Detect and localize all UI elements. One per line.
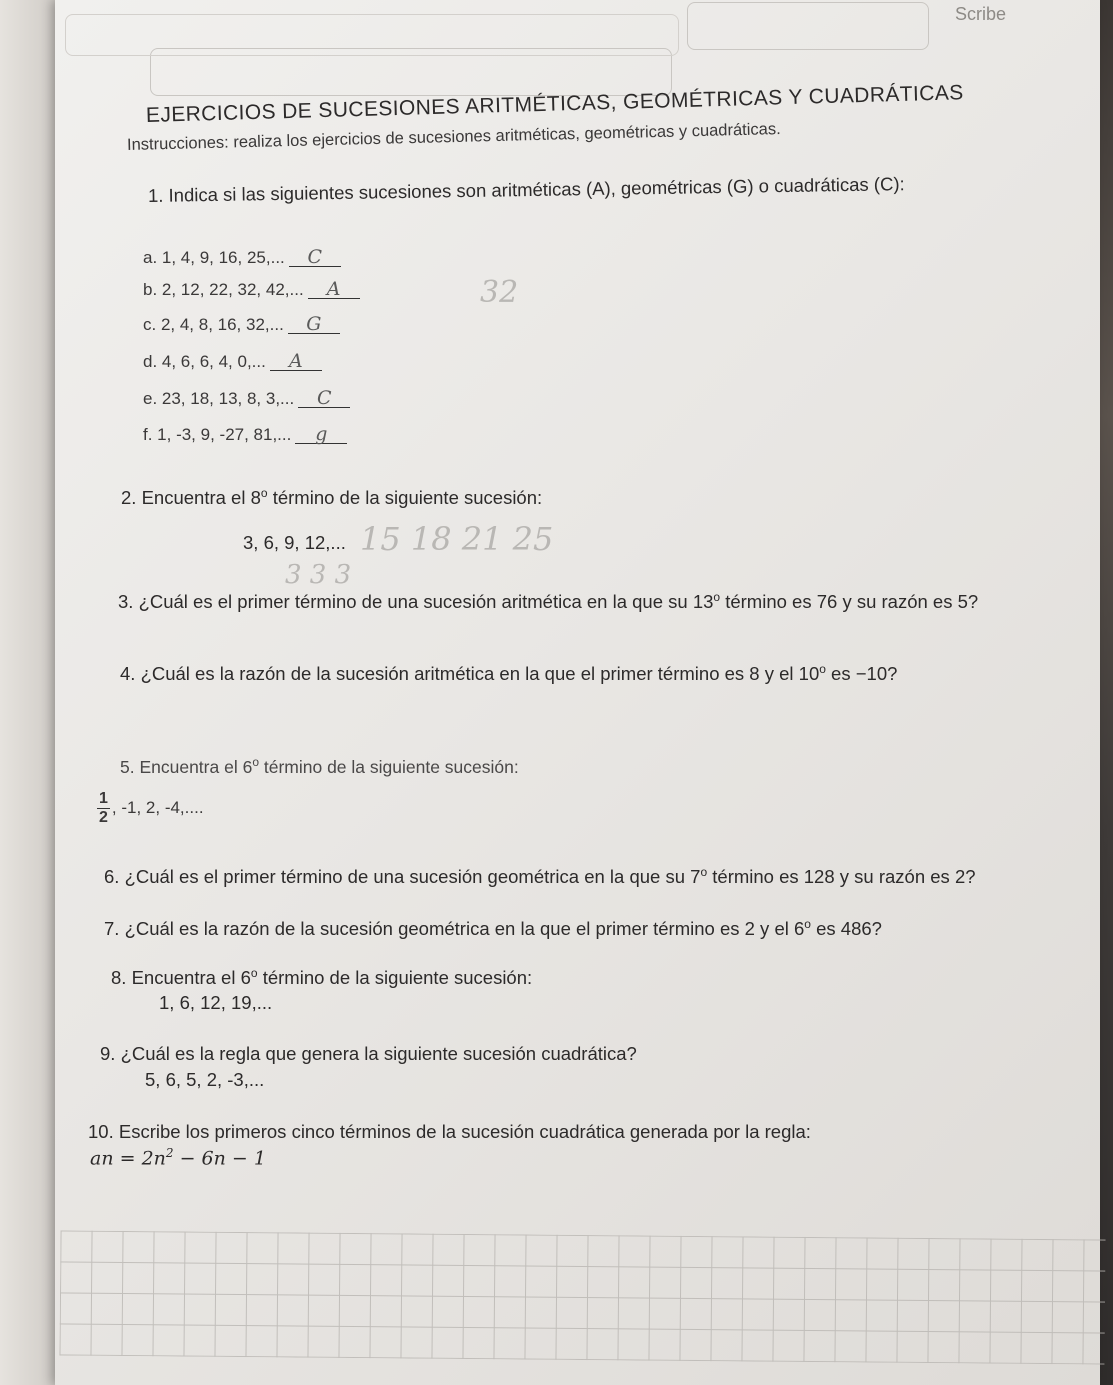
question-9: 9. ¿Cuál es la regla que genera la siguiente sucesión cuadrática?: [100, 1043, 637, 1064]
q1-item-b: [143, 280, 360, 300]
q8-ordinal: 6: [240, 967, 251, 989]
q8-text: 8. Encuentra el: [111, 967, 241, 989]
degree-mark: o: [700, 865, 708, 879]
q3-text: término es 76 y su razón es 5?: [720, 591, 979, 613]
q1-item-c: [143, 315, 340, 335]
q5-ordinal: 6: [242, 756, 253, 777]
item-label: d. 4, 6, 6, 4, 0,...: [143, 352, 266, 371]
q4-ordinal: 10: [798, 663, 820, 685]
corner-text: Scribe: [955, 4, 1007, 24]
degree-mark: o: [252, 755, 259, 769]
q6-text: 6. ¿Cuál es el primer término de una sucesión geométrica en la que su: [104, 866, 691, 888]
answer-grid[interactable]: [59, 1230, 1105, 1364]
question-3: [118, 590, 978, 613]
answer-blank[interactable]: A: [308, 280, 360, 299]
question-10: 10. Escribe los primeros cinco términos de la sucesión cuadrática generada por la regla:: [88, 1121, 811, 1142]
q10-rule: [90, 1146, 266, 1169]
q2-text: término de la siguiente sucesión:: [267, 487, 543, 509]
q4-text: 4. ¿Cuál es la razón de la sucesión aritmética en la que el primer término es 8 y el: [120, 663, 799, 685]
question-1: 1. Indica si las siguientes sucesiones son aritméticas (A), geométricas (G) o cuadráticas (C):: [147, 173, 905, 206]
q7-text: es 486?: [810, 918, 882, 940]
pencil-scribble: 3 3 3: [285, 560, 352, 590]
q7-text: 7. ¿Cuál es la razón de la sucesión geométrica en la que el primer término es 2 y el: [104, 918, 794, 940]
q3-text: 3. ¿Cuál es el primer término de una sucesión aritmética en la que su: [118, 591, 693, 613]
degree-mark: o: [819, 662, 826, 676]
q6-ordinal: 7: [690, 866, 701, 888]
pencil-scribble: 32: [480, 275, 519, 310]
q5-text: término de la siguiente sucesión:: [259, 756, 519, 777]
item-label: a. 1, 4, 9, 16, 25,...: [143, 248, 285, 267]
item-label: f. 1, -3, 9, -27, 81,...: [143, 425, 292, 444]
page-title: EJERCICIOS DE SUCESIONES ARITMÉTICAS, GEOMÉTRICAS Y CUADRÁTICAS: [145, 81, 964, 127]
q2-sequence: 3, 6, 9, 12,...: [243, 532, 346, 553]
rule-right: − 6n − 1: [173, 1147, 266, 1170]
q3-ordinal: 13: [692, 591, 714, 613]
degree-mark: o: [804, 917, 811, 931]
instructions: Instrucciones: realiza los ejercicios de sucesiones aritméticas, geométricas y cuadráticas.: [126, 120, 781, 154]
q9-sequence: 5, 6, 5, 2, -3,...: [145, 1069, 265, 1090]
question-8: [111, 966, 532, 989]
question-6: [104, 865, 976, 888]
q8-sequence: 1, 6, 12, 19,...: [159, 992, 273, 1013]
header-field-box: [65, 14, 679, 56]
degree-mark: o: [260, 486, 268, 500]
answer-blank[interactable]: g: [295, 425, 347, 444]
question-5: [120, 755, 519, 778]
pencil-scribble: 15 18 21 25: [360, 520, 554, 558]
degree-mark: o: [713, 590, 721, 604]
rule-exponent: 2: [165, 1146, 174, 1160]
q1-item-f: [143, 425, 347, 445]
item-label: b. 2, 12, 22, 32, 42,...: [143, 280, 304, 299]
question-4: [120, 662, 897, 685]
q5-sequence-text: , -1, 2, -4,....: [111, 797, 204, 817]
question-7: [104, 917, 882, 940]
q5-sequence: [97, 790, 204, 827]
fraction-numerator: 1: [99, 790, 108, 807]
answer-blank[interactable]: C: [298, 389, 350, 408]
q8-text: término de la siguiente sucesión:: [257, 967, 533, 989]
answer-blank[interactable]: G: [288, 315, 340, 334]
q2-text: 2. Encuentra el: [121, 487, 251, 509]
fraction-denominator: 2: [99, 809, 108, 826]
q1-item-a: [143, 248, 341, 268]
q1-item-e: [143, 389, 350, 409]
q2-ordinal: 8: [250, 487, 261, 509]
answer-blank[interactable]: C: [289, 248, 341, 267]
degree-mark: o: [250, 966, 258, 980]
rule-left: an = 2n: [90, 1147, 166, 1170]
answer-blank[interactable]: A: [270, 352, 322, 371]
question-2: [121, 486, 542, 509]
q4-text: es −10?: [825, 663, 898, 685]
header-field-box: [687, 2, 929, 50]
q1-item-d: [143, 352, 322, 372]
item-label: c. 2, 4, 8, 16, 32,...: [143, 315, 284, 334]
fraction: [97, 790, 110, 827]
q5-text: 5. Encuentra el: [120, 756, 243, 777]
q7-ordinal: 6: [793, 918, 805, 940]
worksheet-page: [55, 0, 1100, 1385]
item-label: e. 23, 18, 13, 8, 3,...: [143, 389, 295, 408]
q6-text: término es 128 y su razón es 2?: [707, 866, 976, 888]
